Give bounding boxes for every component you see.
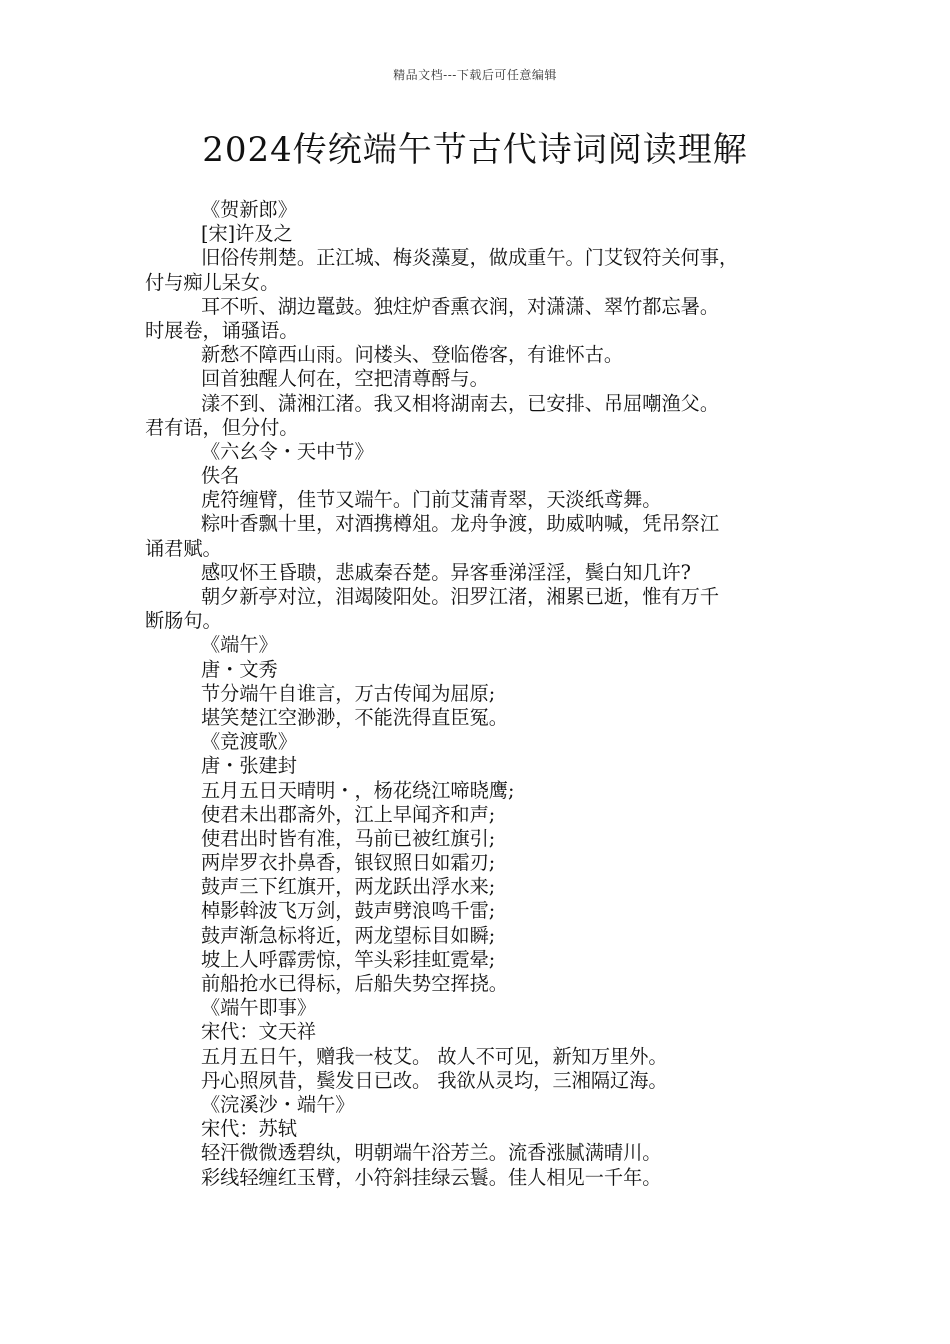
text-line: 佚名: [201, 464, 240, 488]
text-line: 唐・张建封: [201, 754, 297, 778]
text-line: 五月五日天晴明・，杨花绕江啼晓鹰;: [201, 778, 515, 802]
text-line: 丹心照夙昔，鬓发日已改。 我欲从灵均，三湘隔辽海。: [201, 1068, 668, 1092]
text-line: 鼓声渐急标将近，两龙望标目如瞬;: [201, 923, 496, 947]
text-line: 两岸罗衣扑鼻香，银钗照日如霜刃;: [201, 851, 496, 875]
text-line: 付与痴儿呆女。: [145, 270, 280, 294]
text-line: 君有语，但分付。: [145, 415, 299, 439]
text-line: 棹影斡波飞万剑，鼓声劈浪鸣千雷;: [201, 899, 496, 923]
text-line: 宋代：文天祥: [201, 1020, 317, 1044]
text-line: 宋代：苏轼: [201, 1117, 297, 1141]
text-line: 使君未出郡斋外，江上早闻齐和声;: [201, 802, 496, 826]
text-line: 新愁不障西山雨。问楼头、登临倦客，有谁怀古。: [201, 343, 624, 367]
text-line: 轻汗微微透碧纨，明朝端午浴芳兰。流香涨腻满晴川。: [201, 1141, 662, 1165]
text-line: 感叹怀王昏聩，悲戚秦吞楚。异客垂涕淫淫，鬓白知几许?: [201, 560, 691, 584]
text-line: 坡上人呼霹雳惊，竿头彩挂虹霓晕;: [201, 947, 496, 971]
text-line: 回首独醒人何在，空把清尊酹与。: [201, 367, 489, 391]
page-header-note: 精品文档---下载后可任意编辑: [393, 68, 557, 82]
text-line: 前船抢水已得标，后船失势空挥挠。: [201, 972, 508, 995]
text-line: 朝夕新亭对泣，泪竭陵阳处。汨罗江渚，湘累已逝，惟有万千: [201, 585, 720, 608]
text-line: 鼓声三下红旗开，两龙跃出浮水来;: [201, 875, 496, 899]
text-line: 粽叶香飘十里，对酒携樽俎。龙舟争渡，助威呐喊，凭吊祭江: [201, 512, 720, 536]
text-line: 《六幺令・天中节》: [201, 439, 374, 463]
text-line: 《贺新郎》: [201, 198, 297, 221]
text-line: 节分端午自谁言，万古传闻为屈原;: [201, 681, 496, 705]
poem-body: [145, 198, 835, 1190]
text-line: 唐・文秀: [201, 657, 278, 681]
text-line: 《竞渡歌》: [201, 730, 297, 754]
text-line: 漾不到、潇湘江渚。我又相将湖南去，已安排、吊屈嘲渔父。: [201, 391, 720, 415]
text-line: [宋]许及之: [201, 222, 293, 246]
text-line: 诵君赋。: [145, 536, 222, 560]
text-line: 五月五日午，赠我一枝艾。 故人不可见，新知万里外。: [201, 1044, 668, 1068]
text-line: 时展卷，诵骚语。: [145, 318, 299, 342]
text-line: 旧俗传荆楚。正江城、梅炎藻夏，做成重午。门艾钗符关何事，: [201, 246, 739, 270]
text-line: 彩线轻缠红玉臂，小符斜挂绿云鬟。佳人相见一千年。: [201, 1165, 662, 1189]
document-title: 2024传统端午节古代诗词阅读理解: [202, 130, 748, 170]
text-line: 《端午即事》: [201, 996, 317, 1020]
text-line: 虎符缠臂，佳节又端午。门前艾蒲青翠，天淡纸鸢舞。: [201, 488, 662, 512]
text-line: 耳不听、湖边鼍鼓。独炷炉香熏衣润，对潇潇、翠竹都忘暑。: [201, 294, 720, 318]
text-line: 堪笑楚江空渺渺，不能洗得直臣冤。: [201, 705, 508, 729]
text-line: 《浣溪沙・端午》: [201, 1092, 355, 1116]
text-line: 断肠句。: [145, 609, 222, 633]
text-line: 《端午》: [201, 633, 278, 657]
text-line: 使君出时皆有准，马前已被红旗引;: [201, 826, 496, 850]
